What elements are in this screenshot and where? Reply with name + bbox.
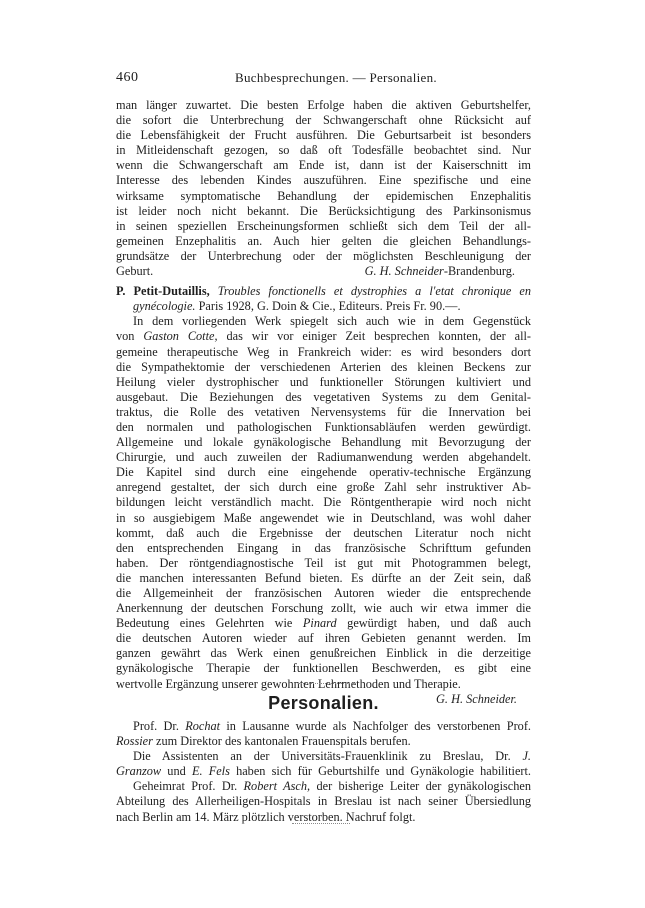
text-fragment: Prof. Dr. [133,719,179,733]
book-author: P. Petit-Dutaillis, [116,284,210,299]
text-line: gynäkologische Therapie der funktionellen Beschwerden, es gibt eine [116,661,531,676]
text-line: grundsätze der Unterbrechung oder der möglichsten Beschleunigung der [116,248,531,263]
text-line: ganzen gewährt das Werk einen genußreichen Einblick in die derzeitige [116,646,531,661]
person-name: Rossier [116,734,153,749]
text-fragment: Geheimrat Prof. Dr. [133,779,238,794]
text-line [116,734,531,749]
cited-name: Pinard [302,616,337,631]
running-head: Buchbesprechungen. — Personalien. [235,70,437,85]
text-line: die Sympathektomie der verschiedenen Arterien des kleinen Beckens zur [116,359,531,374]
book-publisher: Paris 1928, G. Doin & Cie., Editeurs. Preis Fr. 90.—. [198,299,461,314]
person-name: Granzow [116,764,162,779]
text-line: Heilung vieler dystrophischer und funktioneller Störungen kultiviert und [116,374,531,389]
book-title: Troubles fonctionells et dystrophies a l'etat chronique en [217,284,531,299]
text-line: Geburt. [116,264,154,279]
text-line: die sofort die Unterbrechung der Schwangerschaft ohne Rücksicht auf [116,113,531,128]
text-line: die deutschen Autoren wieder auf ihren Gebieten genannt werden. Im [116,631,531,646]
page-body [116,98,531,707]
text-line: bildungen leicht verständlich macht. Die Röntgentherapie wird noch nicht [116,495,531,510]
text-fragment: haben sich für Geburtshilfe und Gynäkologie habilitiert. [236,764,531,779]
review-1-last-line [116,264,531,279]
review-2-citation-cont [116,299,531,314]
person-name: Rochat [185,719,221,733]
text-line: Abteilung des Allerheiligen-Hospitals in Breslau ist nach seiner Übersiedlung [116,794,531,809]
text-line: in Mitleidenschaft gezogen, so daß oft Todesfälle beobachtet sind. Nur [116,143,531,158]
text-line [116,719,531,734]
personalien-heading: Personalien. [268,693,379,713]
text-line: haben. Der röntgendiagnostische Teil ist gut mit Photogrammen belegt, [116,555,531,570]
text-line [116,749,531,764]
person-name: E. Fels [191,764,230,779]
text-fragment: Die Assistenten an der Universitäts-Frauenklinik zu Breslau, Dr. [133,749,511,764]
text-line: anregend gestaltet, der sich durch eine große Zahl sehr instruktiver Ab- [116,480,531,495]
text-line: gemeine therapeutische Weg in Frankreich wider: es wird besonders dort [116,344,531,359]
text-line: traktus, die Rolle des vetativen Nervensystems für die Innervation bei [116,404,531,419]
book-title-cont: gynécologie. [133,299,196,314]
text-line: den entsprechenden Eingang in das französische Schrifttum gefunden [116,540,531,555]
text-line: Interesse des lebenden Kindes auszuführen. Eine spezifische und eine [116,173,531,188]
text-line [116,764,531,779]
text-line: Chirurgie, und auch zuweilen der Radiumanwendung werden abgehandelt. [116,450,531,465]
text-fragment: gewürdigt haben, und daß auch [347,616,532,631]
text-line: gemeinen Enzephalitis an. Auch hier gelten die gleichen Behandlungs- [116,233,531,248]
text-line: Anerkennung der deutschen Forschung zollt, wie auch wir etwa immer die [116,601,531,616]
text-line: die Lebensfähigkeit der Frucht ausführen. Die Geburtsarbeit ist besonders [116,128,531,143]
reviewer-place: -Brandenburg. [443,264,515,279]
text-line: den normalen und pathologischen Funktionsabläufen werden gewürdigt. [116,419,531,434]
text-line: wertvolle Ergänzung unserer gewohnten Lehrmethoden und Therapie. [116,676,461,691]
text-fragment: von [116,329,135,344]
text-line: nach Berlin am 14. März plötzlich verstorben. Nachruf folgt. [116,809,416,824]
text-line [116,616,531,631]
page-number: 460 [116,70,139,85]
text-line [116,329,531,344]
text-line: die manchen interessanten Befund bieten. Es dürfte an der Zeit sein, daß [116,570,531,585]
text-line: wenn die Schwangerschaft am Ende ist, dann ist der Kaiserschnitt im [116,158,531,173]
text-line: kommt, daß auch die Ergebnisse der deutschen Literatur noch nicht [116,525,531,540]
page-header [116,70,536,88]
end-divider [292,823,350,824]
person-name: Robert Asch, [243,779,311,794]
review-1 [116,98,531,279]
text-fragment: das wir vor einiger Zeit besprechen konnten, der all- [226,329,532,344]
text-fragment: Bedeutung eines Gelehrten wie [116,616,293,631]
text-line: Die Kapitel sind durch eine eingehende operativ-technische Ergänzung [116,465,531,480]
text-line: ist leider noch nicht bekannt. Die Berücksichtigung des Parkinsonismus [116,203,531,218]
text-line: die Allgemeinheit der französischen Autoren wieder die entsprechende [116,586,531,600]
cited-name: Gaston Cotte, [143,329,218,344]
reviewer-name: G. H. Schneider [364,264,444,279]
review-1-signature [365,264,515,279]
review-2-citation [116,284,531,299]
text-fragment: zum Direktor des kantonalen Frauenspitals berufen. [155,734,411,749]
text-line [116,779,531,794]
text-fragment: und [167,764,186,779]
text-fragment: der bisherige Leiter der gynäkologischen [316,779,531,794]
text-line: in so ausgiebigem Maße angewendet wie in Deutschland, was wohl daher [116,510,531,525]
text-line: wirksame symptomatische Behandlung der epidemischen Enzephalitis [116,188,531,203]
personalien-section [116,719,531,825]
text-line: Allgemeine und lokale gynäkologische Behandlung mit Bevorzugung der [116,435,531,450]
text-fragment: in Lausanne wurde als Nachfolger des verstorbenen Prof. [226,719,532,733]
person-name: J. [522,749,531,764]
reviewer-name: G. H. Schneider. [436,691,517,706]
text-line: in seinen speziellen Erscheinungsformen schließt sich dem Teil der all- [116,218,531,233]
review-2 [116,284,531,707]
text-line: man länger zuwartet. Die besten Erfolge haben die aktiven Geburtshelfer, [116,98,531,112]
text-line: ausgebaut. Die Beziehungen des vegetativen Systems zu dem Genital- [116,389,531,404]
section-divider [298,683,356,684]
text-line: In dem vorliegenden Werk spiegelt sich auch wie in dem Gegenstück [133,314,531,329]
